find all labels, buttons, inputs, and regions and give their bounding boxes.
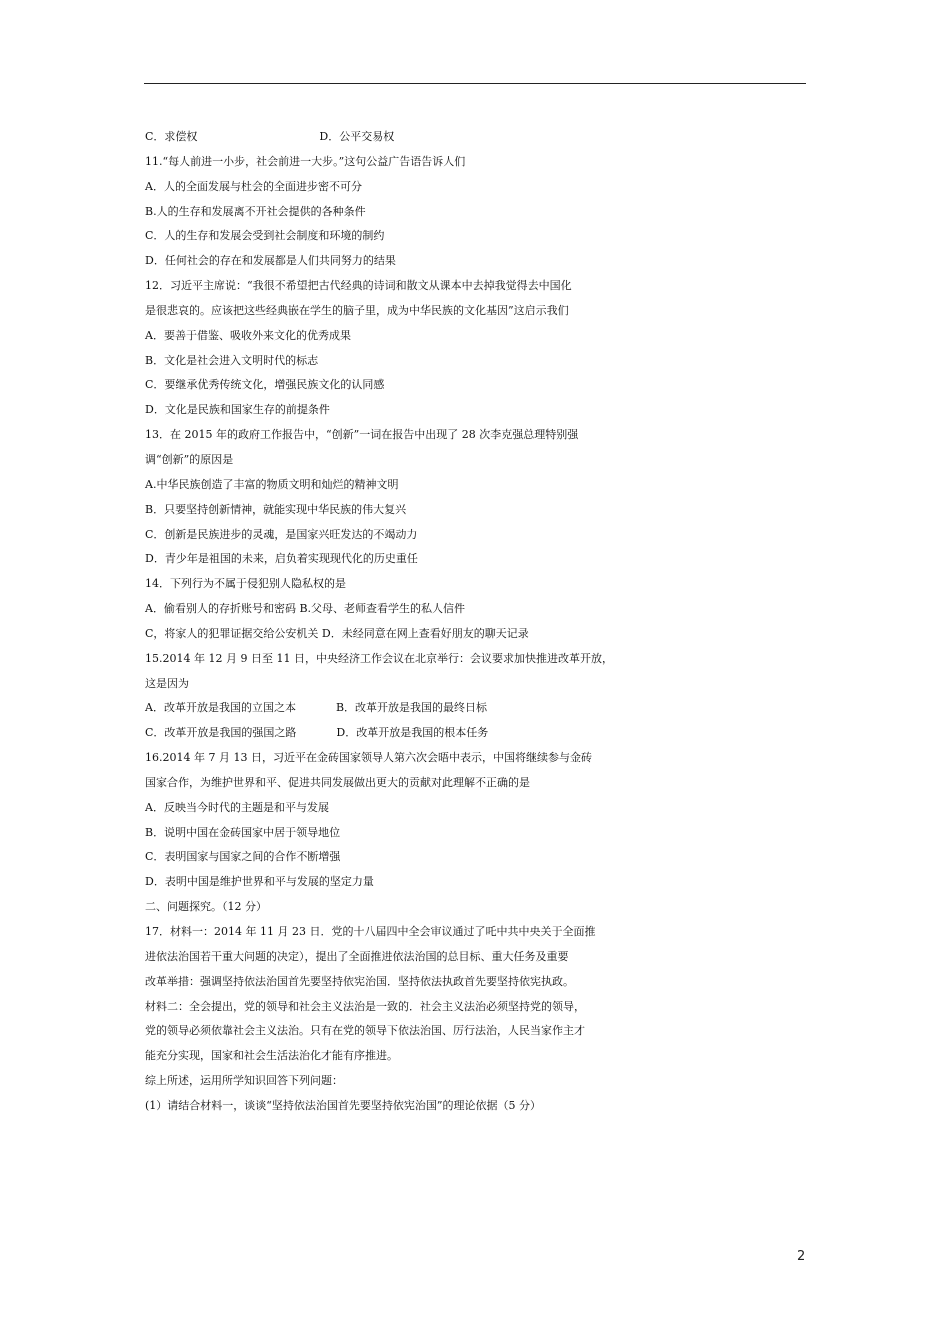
options-a-b-q15 (145, 696, 820, 721)
option-b-q12: B．文化是社会进入文明时代的标志 (145, 353, 319, 367)
option-b-q15: B．改革开放是我国的最终日标 (335, 701, 488, 715)
option-c-q11: C．人的生存和发展会受到社会制度和环境的制约 (145, 229, 385, 243)
question-17-material-1-line-3: 改革举措：强调坚持依法治国首先要坚持依宪治国．坚持依法执政首先要坚持依宪执政。 (145, 974, 574, 988)
option-a-q11: A．人的全面发展与杜会的全面进步密不可分 (145, 179, 362, 193)
option-c-q10: C．求偿权 (145, 130, 198, 143)
options-c-d-q15 (145, 721, 820, 746)
question-14: 14．下列行为不属于侵犯别人隐私权的是 (145, 577, 346, 591)
question-17-material-2-line-2: 党的领导必须依靠社会主义法治。只有在党的领导下依法治国、厉行法治，人民当家作主才 (145, 1024, 585, 1038)
question-16-line-2: 国家合作，为维护世界和平、促进共同发展做出更大的贡献对此理解不正确的是 (145, 775, 530, 789)
option-a-q13: A.中华民族创造了丰富的物质文明和灿烂的精神文明 (145, 477, 399, 491)
options-c-d-q14: C，将家人的犯罪证据交给公安机关 D．未经同意在网上查看好朋友的聊天记录 (145, 626, 529, 640)
option-d-q12: D．文化是民族和国家生存的前提条件 (145, 403, 330, 417)
option-d-q16: D．表明中国是维护世界和平与发展的坚定力量 (145, 875, 374, 889)
question-15-line-1: 15.2014 年 12 月 9 日至 11 日，中央经济工作会议在北京举行：会议要求加快推进改革开放， (145, 651, 613, 665)
question-17-prompt: 综上所述，运用所学知识回答下列问题： (145, 1074, 343, 1088)
option-a-q12: A．要善于借鉴、吸收外来文化的优秀成果 (145, 328, 351, 342)
question-17-material-1-line-2: 进依法治国若干重大问题的决定），提出了全面推进依法治国的总目标、重大任务及重要 (145, 949, 569, 963)
option-c-q12: C．要继承优秀传统文化，增强民族文化的认同感 (145, 378, 385, 392)
option-a-q15: A．改革开放是我国的立国之本 (145, 701, 296, 715)
option-c-q13: C．创新是民族进步的灵魂，是国家兴旺发达的不竭动力 (145, 527, 418, 541)
question-17-sub-1: (1）请结合材料一，谈谈“坚持依法治国首先要坚持依宪治国”的理论依据（5 分） (145, 1098, 542, 1112)
option-a-q16: A．反映当今时代的主题是和平与发展 (145, 800, 329, 814)
option-c-q15: C．改革开放是我国的强国之路 (145, 726, 297, 740)
document-body (145, 125, 820, 1119)
section-heading-2: 二、问题探究。（12 分） (145, 900, 267, 914)
question-13-line-1: 13．在 2015 年的政府工作报告中，“创新”一词在报告中出现了 28 次李克强总理特别强 (145, 428, 579, 442)
option-d-q13: D．青少年是祖国的未来，启负着实现现代化的历史重任 (145, 552, 418, 566)
question-13-line-2: 调“创新”的原因是 (145, 452, 234, 466)
option-d-q11: D．任何社会的存在和发展都是人们共同努力的结果 (145, 254, 396, 268)
question-15-line-2: 这是因为 (145, 676, 189, 690)
question-12-line-1: 12．习近平主席说：“我很不希望把古代经典的诗词和散文从课本中去掉我觉得去中国化 (145, 279, 572, 293)
option-c-q16: C．表明国家与国家之间的合作不断增强 (145, 850, 341, 864)
option-d-q15: D．改革开放是我国的根本任务 (336, 726, 489, 740)
question-17-material-1-line-1: 17．材料一：2014 年 11 月 23 日．党的十八届四中全会审议通过了吒中共中央关于全面推 (145, 925, 596, 938)
options-a-b-q14: A．偷看别人的存折账号和密码 B.父母、老师查看学生的私人信件 (145, 602, 466, 616)
question-17-material-2-line-3: 能充分实现，国家和社会生活法治化才能有序推进。 (145, 1049, 398, 1063)
page-number: 2 (797, 1249, 806, 1264)
option-b-q16: B．说明中国在金砖国家中居于领导地位 (145, 825, 341, 839)
question-11: 11.“每人前进一小步，社会前进一大步。”这句公益广告语告诉人们 (145, 154, 466, 168)
header-rule (144, 83, 806, 84)
option-b-q11: B.人的生存和发展离不开社会提供的各种条件 (145, 204, 366, 218)
question-17-material-2-line-1: 材料二：全会提出，党的领导和社会主义法治是一致的．社会主义法治必须坚持党的领导， (145, 999, 585, 1013)
text-line-c-d-options-q10 (145, 125, 820, 150)
option-b-q13: B．只要坚持创新情神，就能实现中华民族的伟大复兴 (145, 502, 407, 516)
question-16-line-1: 16.2014 年 7 月 13 日，习近平在金砖国家领导人第六次会晤中表示，中国将继续参与金砖 (145, 751, 592, 765)
question-12-line-2: 是很悲哀的。应该把这些经典嵌在学生的脑子里，成为中华民族的文化基因”这启示我们 (145, 303, 569, 317)
option-d-q10: D．公平交易权 (319, 130, 395, 143)
